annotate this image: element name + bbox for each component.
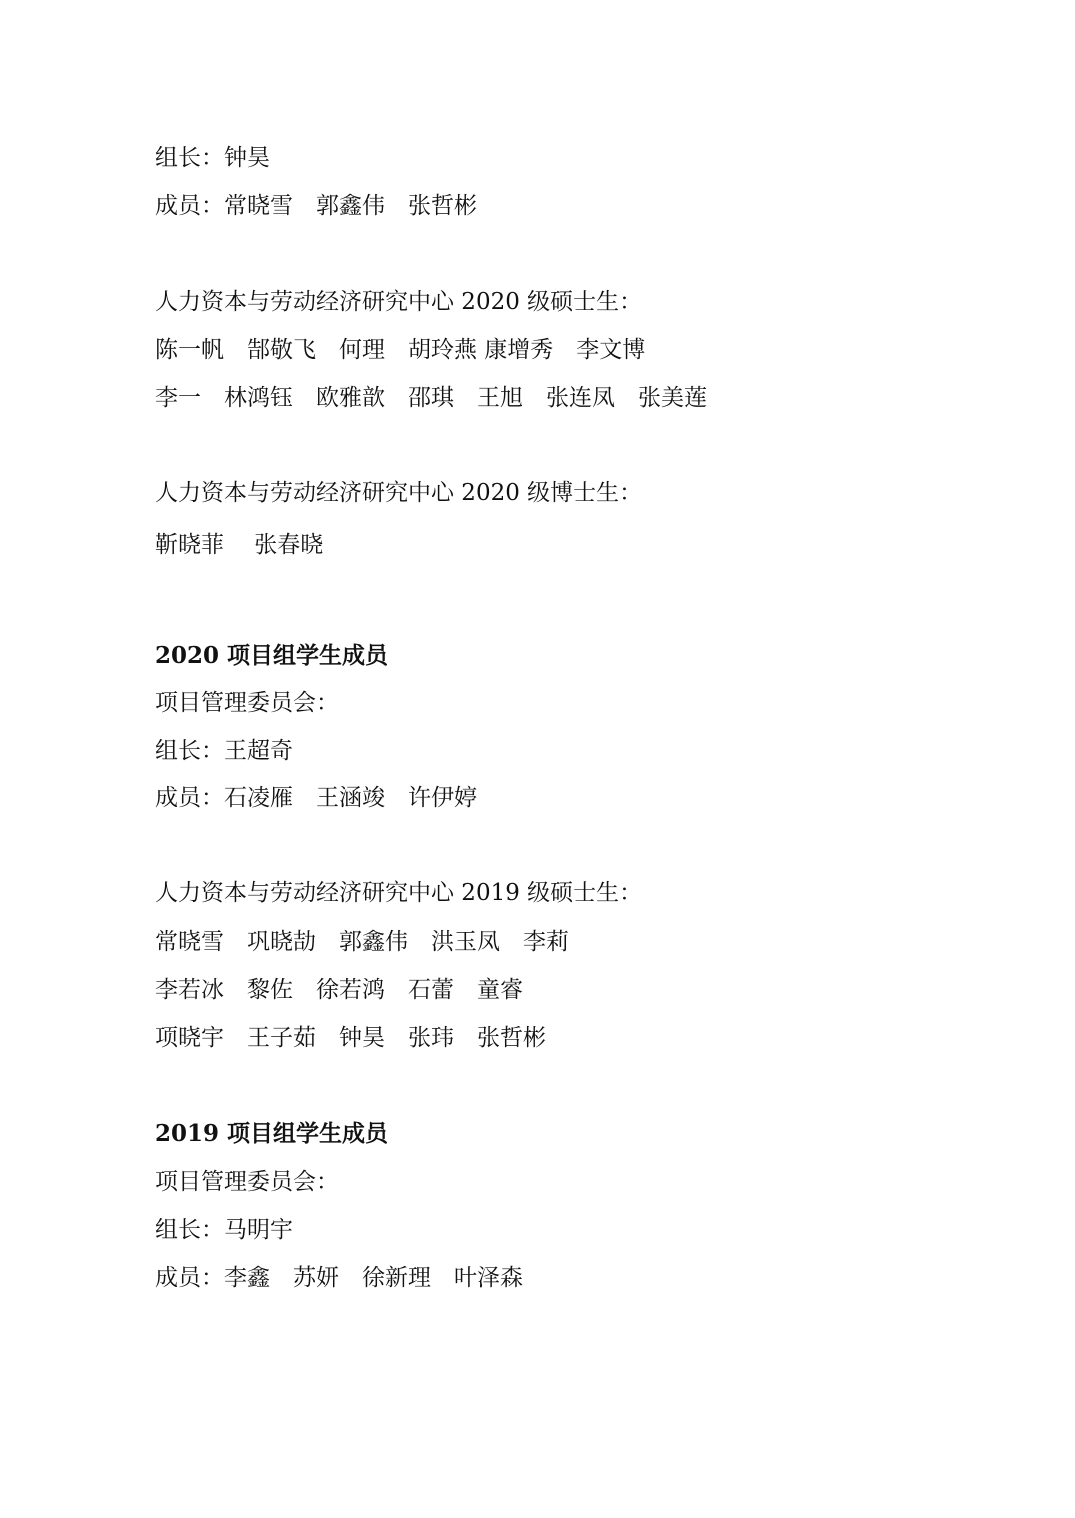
text-line: 成员：李鑫 苏妍 徐新理 叶泽森 xyxy=(155,1265,523,1291)
section-heading: 2019 项目组学生成员 xyxy=(155,1120,389,1147)
text-line: 成员：石凌雁 王涵竣 许伊婷 xyxy=(155,785,477,811)
text-line: 组长：王超奇 xyxy=(155,738,293,764)
name-list-line: 李一 林鸿钰 欧雅歆 邵琪 王旭 张连凤 张美莲 xyxy=(155,385,707,411)
name-list-line: 项晓宇 王子茹 钟昊 张玮 张哲彬 xyxy=(155,1025,546,1051)
text-line: 项目管理委员会： xyxy=(155,690,339,716)
name-list-line: 靳晓菲 张春晓 xyxy=(155,532,324,558)
name-list-line: 常晓雪 巩晓劼 郭鑫伟 洪玉凤 李莉 xyxy=(155,929,569,955)
section-label: 人力资本与劳动经济研究中心 2020 级博士生： xyxy=(155,480,643,506)
text-line: 组长：钟昊 xyxy=(155,145,270,171)
text-line: 组长：马明宇 xyxy=(155,1217,293,1243)
name-list-line: 李若冰 黎佐 徐若鸿 石蕾 童睿 xyxy=(155,977,523,1003)
text-line: 项目管理委员会： xyxy=(155,1169,339,1195)
text-line: 成员：常晓雪 郭鑫伟 张哲彬 xyxy=(155,193,477,219)
name-list-line: 陈一帆 郜敬飞 何理 胡玲燕 康增秀 李文博 xyxy=(155,337,646,363)
section-label: 人力资本与劳动经济研究中心 2020 级硕士生： xyxy=(155,289,643,315)
section-label: 人力资本与劳动经济研究中心 2019 级硕士生： xyxy=(155,880,643,906)
section-heading: 2020 项目组学生成员 xyxy=(155,642,389,669)
